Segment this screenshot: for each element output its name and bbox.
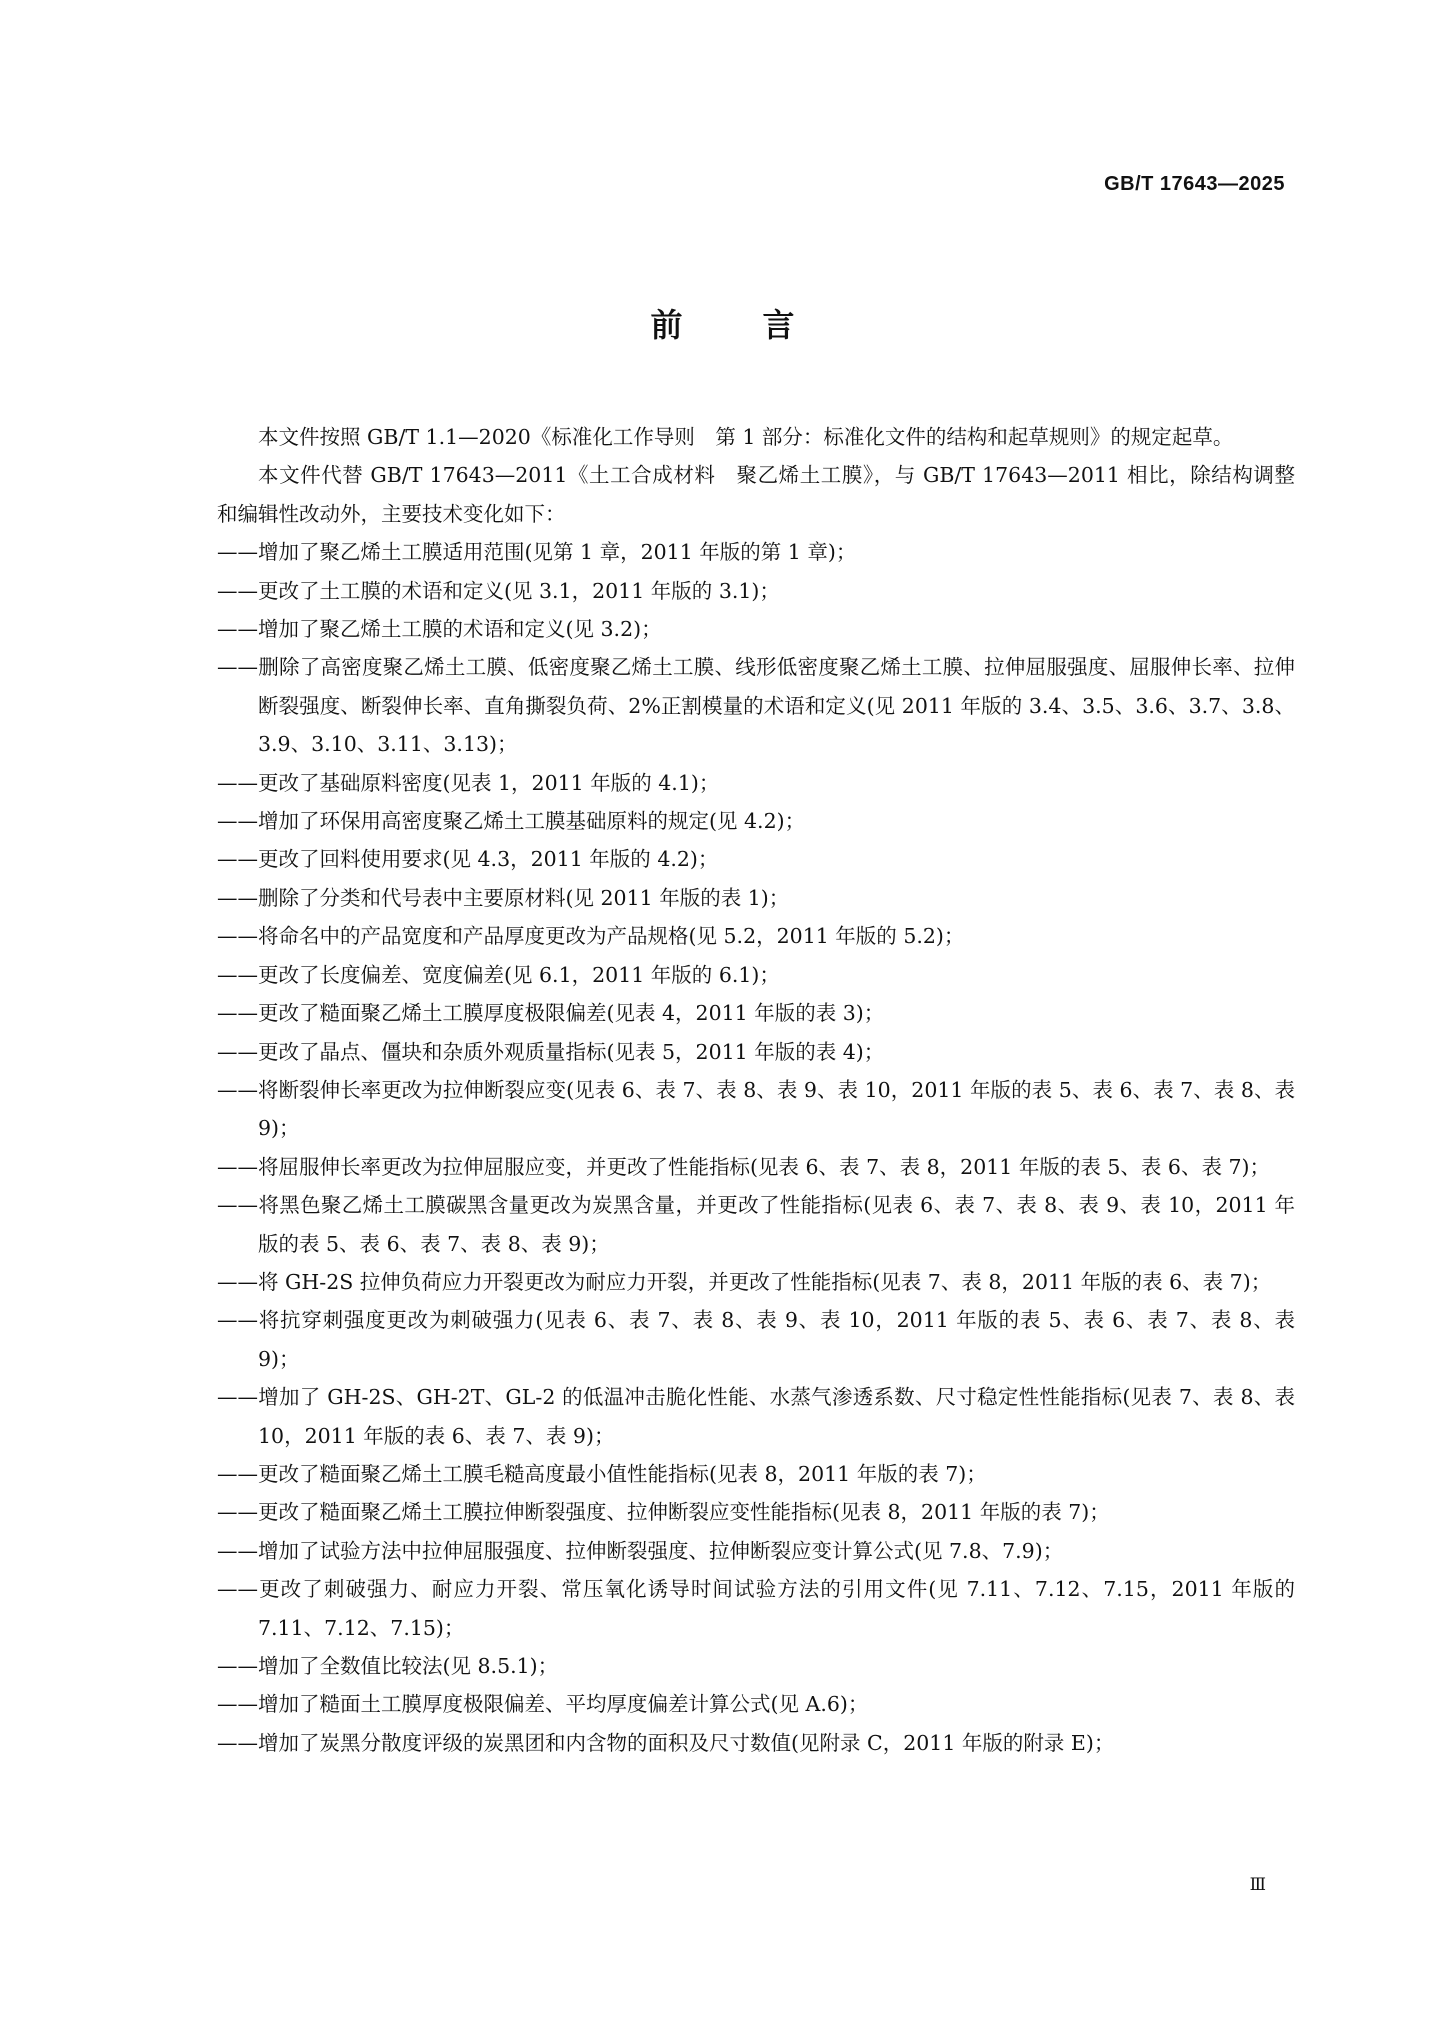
change-item: ——将黑色聚乙烯土工膜碳黑含量更改为炭黑含量，并更改了性能指标(见表 6、表 7、表 8、表 9、表 10，2011 年版的表 5、表 6、表 7、表 8、表 9)；	[217, 1193, 1295, 1256]
change-item: ——增加了环保用高密度聚乙烯土工膜基础原料的规定(见 4.2)；	[217, 809, 806, 834]
change-item: ——增加了全数值比较法(见 8.5.1)；	[217, 1654, 559, 1678]
change-item: ——删除了高密度聚乙烯土工膜、低密度聚乙烯土工膜、线形低密度聚乙烯土工膜、拉伸屈服强度、屈服伸长率、拉伸断裂强度、断裂伸长率、直角撕裂负荷、2%正割模量的术语和定义(见 2011 年版的 3.4、3.5、3.6、3.7、3.8、3.9、3.10、3.11、3.13)；	[217, 655, 1295, 757]
document-body	[217, 418, 1295, 1762]
paragraph: 本文件代替 GB/T 17643—2011《土工合成材料 聚乙烯土工膜》，与 GB/T 17643—2011 相比，除结构调整和编辑性改动外，主要技术变化如下：	[217, 463, 1295, 526]
change-item: ——更改了晶点、僵块和杂质外观质量指标(见表 5，2011 年版的表 4)；	[217, 1039, 885, 1064]
change-item: ——更改了土工膜的术语和定义(见 3.1，2011 年版的 3.1)；	[217, 578, 780, 603]
change-item: ——增加了聚乙烯土工膜的术语和定义(见 3.2)；	[217, 617, 662, 642]
change-item: ——将抗穿刺强度更改为刺破强力(见表 6、表 7、表 8、表 9、表 10，2011 年版的表 5、表 6、表 7、表 8、表 9)；	[217, 1308, 1295, 1371]
change-item: ——删除了分类和代号表中主要原材料(见 2011 年版的表 1)；	[217, 885, 790, 910]
change-item: ——更改了糙面聚乙烯土工膜厚度极限偏差(见表 4，2011 年版的表 3)；	[217, 1001, 885, 1026]
change-item: ——将命名中的产品宽度和产品厚度更改为产品规格(见 5.2，2011 年版的 5.2)；	[217, 924, 965, 949]
change-item: ——将屈服伸长率更改为拉伸屈服应变，并更改了性能指标(见表 6、表 7、表 8，2011 年版的表 5、表 6、表 7)；	[217, 1154, 1271, 1179]
paragraph: 本文件按照 GB/T 1.1—2020《标准化工作导则 第 1 部分：标准化文件的结构和起草规则》的规定起草。	[258, 425, 1234, 449]
change-item: ——更改了回料使用要求(见 4.3，2011 年版的 4.2)；	[217, 847, 719, 872]
change-item: ——增加了聚乙烯土工膜适用范围(见第 1 章，2011 年版的第 1 章)；	[217, 540, 857, 565]
change-item: ——增加了炭黑分散度评级的炭黑团和内含物的面积及尺寸数值(见附录 C，2011 年版的附录 E)；	[217, 1730, 1115, 1755]
change-item: ——增加了试验方法中拉伸屈服强度、拉伸断裂强度、拉伸断裂应变计算公式(见 7.8、7.9)；	[217, 1538, 1064, 1563]
change-item: ——增加了糙面土工膜厚度极限偏差、平均厚度偏差计算公式(见 A.6)；	[217, 1692, 869, 1717]
change-item: ——更改了基础原料密度(见表 1，2011 年版的 4.1)；	[217, 770, 720, 795]
change-item: ——增加了 GH-2S、GH-2T、GL-2 的低温冲击脆化性能、水蒸气渗透系数、尺寸稳定性性能指标(见表 7、表 8、表 10，2011 年版的表 6、表 7、表 9)；	[217, 1385, 1295, 1448]
standard-number: GB/T 17643—2025	[1104, 173, 1285, 195]
change-item: ——更改了糙面聚乙烯土工膜毛糙高度最小值性能指标(见表 8，2011 年版的表 7)；	[217, 1461, 987, 1486]
change-item: ——更改了长度偏差、宽度偏差(见 6.1，2011 年版的 6.1)；	[217, 962, 780, 987]
page-number: Ⅲ	[1249, 1875, 1265, 1895]
change-item: ——将 GH-2S 拉伸负荷应力开裂更改为耐应力开裂，并更改了性能指标(见表 7、表 8，2011 年版的表 6、表 7)；	[217, 1269, 1272, 1294]
change-item: ——将断裂伸长率更改为拉伸断裂应变(见表 6、表 7、表 8、表 9、表 10，2011 年版的表 5、表 6、表 7、表 8、表 9)；	[217, 1077, 1295, 1141]
page-title: 前言	[650, 306, 875, 344]
change-item: ——更改了糙面聚乙烯土工膜拉伸断裂强度、拉伸断裂应变性能指标(见表 8，2011 年版的表 7)；	[217, 1500, 1110, 1525]
change-item: ——更改了刺破强力、耐应力开裂、常压氧化诱导时间试验方法的引用文件(见 7.11、7.12、7.15，2011 年版的 7.11、7.12、7.15)；	[217, 1577, 1295, 1640]
